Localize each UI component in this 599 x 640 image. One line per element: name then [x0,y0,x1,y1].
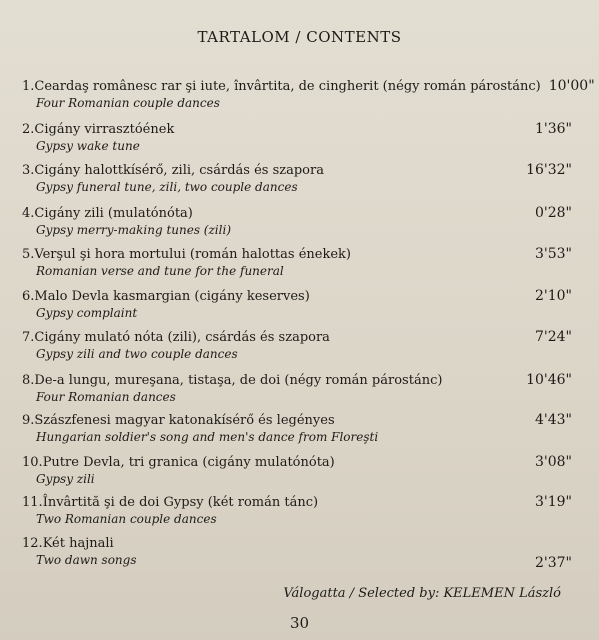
track-number: 7. [22,330,35,345]
track-duration: 3'08" [534,454,572,470]
track-number: 4. [22,206,35,221]
track-subtitle: Two dawn songs [36,553,137,567]
track-row [22,494,572,510]
track-number: 1. [22,79,35,94]
track-subtitle: Four Romanian couple dances [36,96,220,110]
track-duration: 1'36" [534,121,572,137]
track-number: 2. [22,122,35,137]
track-row [22,162,572,178]
track-title: Cigány mulató nóta (zili), csárdás és szapora [34,330,330,345]
track-title: Cigány halottkísérő, zili, csárdás és szapora [34,163,324,178]
track-title: De-a lungu, mureşana, tistaşa, de doi (négy román párostánc) [34,373,443,388]
track-title: Putre Devla, tri granica (cigány mulatónóta) [42,455,335,470]
track-subtitle: Romanian verse and tune for the funeral [36,264,284,278]
track-number: 9. [22,413,35,428]
track-number: 5. [22,247,35,262]
track-number: 10. [22,455,43,470]
track-entry [22,412,572,444]
track-title: Szászfenesi magyar katonakísérő és legényes [34,413,335,428]
track-duration: 10'46" [526,372,572,388]
track-number: 6. [22,289,35,304]
track-entry [22,162,572,194]
track-subtitle: Gypsy zili and two couple dances [36,347,238,361]
track-entry [22,535,572,571]
track-subtitle: Gypsy zili [36,472,95,486]
track-number: 12. [22,536,43,551]
track-entry [22,121,572,153]
track-entry [22,288,572,320]
track-number: 3. [22,163,35,178]
track-row [22,454,572,470]
track-subtitle: Gypsy merry-making tunes (zili) [36,223,232,237]
track-entry [22,454,572,486]
track-duration: 0'28" [534,205,572,221]
track-row [22,372,572,388]
track-title: Verşul şi hora mortului (román halottas énekek) [34,247,351,262]
track-subtitle: Four Romanian dances [36,390,176,404]
track-row [22,78,595,94]
track-subtitle: Two Romanian couple dances [36,512,217,526]
track-number: 11. [22,495,43,510]
track-duration: 3'53" [534,246,572,262]
track-duration: 2'10" [534,288,572,304]
track-duration: 10'00" [548,78,595,94]
track-title: Cigány virrasztóének [34,122,175,137]
track-duration: 2'37" [534,555,572,571]
track-entry [22,246,572,278]
track-row [22,246,572,262]
track-subtitle: Gypsy complaint [36,306,138,320]
track-duration: 4'43" [534,412,572,428]
track-entry [22,494,572,526]
track-row [22,205,572,221]
track-duration: 7'24" [534,329,572,345]
track-subtitle: Hungarian soldier's song and men's dance from Floreşti [36,430,379,444]
track-title: Învârtită şi de doi Gypsy (két román tánc) [42,495,319,510]
page-number: 30 [289,614,310,632]
track-row [22,288,572,304]
track-row [22,121,572,137]
track-title: Ceardaş românesc rar şi iute, învârtita, de cingherit (négy román párostánc) [34,79,541,94]
track-entry [22,205,572,237]
track-row [22,412,572,428]
track-entry [22,329,572,361]
track-title: Két hajnali [42,536,114,551]
track-title: Malo Devla kasmargian (cigány keserves) [34,289,310,304]
track-row [22,329,572,345]
page-title: TARTALOM / CONTENTS [197,28,402,46]
track-subtitle: Gypsy wake tune [36,139,140,153]
track-duration: 3'19" [534,494,572,510]
track-duration: 16'32" [526,162,572,178]
track-entry [22,372,572,404]
track-subtitle: Gypsy funeral tune, zili, two couple dances [36,180,298,194]
track-title: Cigány zili (mulatónóta) [34,206,193,221]
track-number: 8. [22,373,35,388]
selected-by-credit: Válogatta / Selected by: KELEMEN László [283,586,561,601]
track-entry [22,78,595,110]
